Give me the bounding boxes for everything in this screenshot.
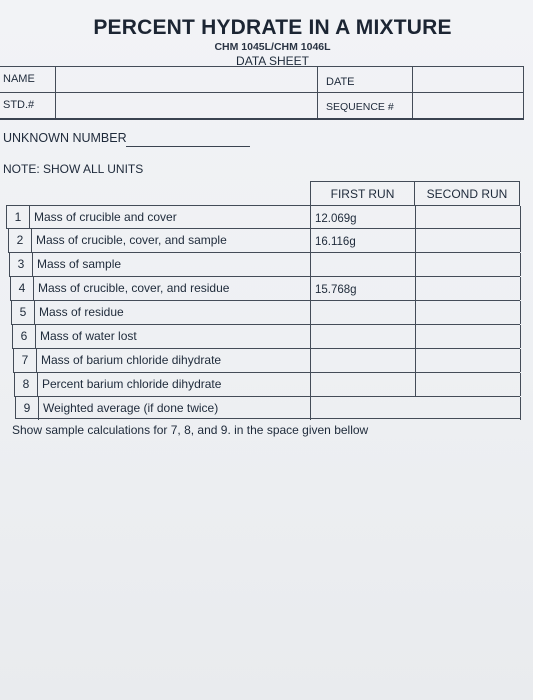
second-run-value[interactable] bbox=[416, 301, 521, 324]
table-row bbox=[14, 373, 520, 397]
second-run-header: SECOND RUN bbox=[415, 181, 520, 206]
name-label: NAME bbox=[0, 67, 56, 92]
std-row bbox=[0, 93, 524, 120]
row-number: 7 bbox=[14, 349, 37, 372]
row-label: Weighted average (if done twice) bbox=[39, 397, 311, 420]
row-number: 1 bbox=[7, 206, 30, 229]
unknown-number-label: UNKNOWN NUMBER bbox=[3, 131, 127, 145]
row-number: 6 bbox=[13, 325, 36, 348]
first-run-value[interactable]: 16.116g bbox=[311, 229, 416, 252]
first-run-value[interactable]: 15.768g bbox=[311, 277, 416, 300]
second-run-value[interactable] bbox=[416, 325, 521, 348]
name-row bbox=[0, 67, 524, 93]
name-field[interactable] bbox=[56, 67, 318, 92]
second-run-value[interactable] bbox=[416, 206, 521, 229]
table-row bbox=[6, 205, 520, 229]
second-run-value[interactable] bbox=[416, 253, 521, 276]
row-number: 8 bbox=[15, 373, 38, 396]
row-number: 9 bbox=[16, 397, 39, 420]
first-run-value[interactable] bbox=[311, 397, 521, 420]
row-number: 4 bbox=[11, 277, 34, 300]
sequence-field[interactable] bbox=[413, 93, 524, 118]
table-row bbox=[13, 349, 520, 373]
table-row bbox=[10, 277, 520, 301]
table-row bbox=[9, 253, 520, 277]
student-info-table bbox=[0, 66, 524, 120]
date-field[interactable] bbox=[413, 67, 524, 92]
first-run-value[interactable] bbox=[311, 349, 416, 372]
note-text: NOTE: SHOW ALL UNITS bbox=[3, 162, 144, 176]
row-label: Mass of crucible, cover, and sample bbox=[32, 229, 311, 252]
second-run-value[interactable] bbox=[416, 277, 521, 300]
first-run-value[interactable] bbox=[311, 325, 416, 348]
row-number: 2 bbox=[9, 229, 32, 252]
row-number: 5 bbox=[12, 301, 35, 324]
first-run-value[interactable] bbox=[311, 301, 416, 324]
unknown-number-field[interactable] bbox=[126, 146, 250, 147]
std-field[interactable] bbox=[56, 93, 318, 118]
table-row bbox=[15, 397, 520, 419]
row-label: Mass of water lost bbox=[36, 325, 311, 348]
row-label: Mass of sample bbox=[33, 253, 311, 276]
second-run-value[interactable] bbox=[416, 349, 521, 372]
row-label: Percent barium chloride dihydrate bbox=[38, 373, 311, 396]
sequence-label: SEQUENCE # bbox=[318, 93, 413, 118]
first-run-value[interactable]: 12.069g bbox=[311, 206, 416, 229]
first-run-value[interactable] bbox=[311, 253, 416, 276]
footer-instruction: Show sample calculations for 7, 8, and 9. in the space given bellow bbox=[12, 423, 369, 437]
second-run-value[interactable] bbox=[416, 229, 521, 252]
second-run-value[interactable] bbox=[416, 373, 521, 396]
row-label: Mass of barium chloride dihydrate bbox=[37, 349, 311, 372]
row-label: Mass of crucible and cover bbox=[30, 206, 311, 229]
first-run-header: FIRST RUN bbox=[310, 181, 415, 206]
table-row bbox=[12, 325, 520, 349]
date-label: DATE bbox=[318, 67, 413, 92]
row-number: 3 bbox=[10, 253, 33, 276]
row-label: Mass of crucible, cover, and residue bbox=[34, 277, 311, 300]
first-run-value[interactable] bbox=[311, 373, 416, 396]
table-row bbox=[8, 229, 520, 253]
row-label: Mass of residue bbox=[35, 301, 311, 324]
sheet-label: DATA SHEET bbox=[236, 54, 309, 68]
table-row bbox=[11, 301, 520, 325]
std-label: STD.# bbox=[0, 93, 56, 118]
course-code: CHM 1045L/CHM 1046L bbox=[214, 41, 331, 53]
page-title: PERCENT HYDRATE IN A MIXTURE bbox=[93, 16, 452, 39]
